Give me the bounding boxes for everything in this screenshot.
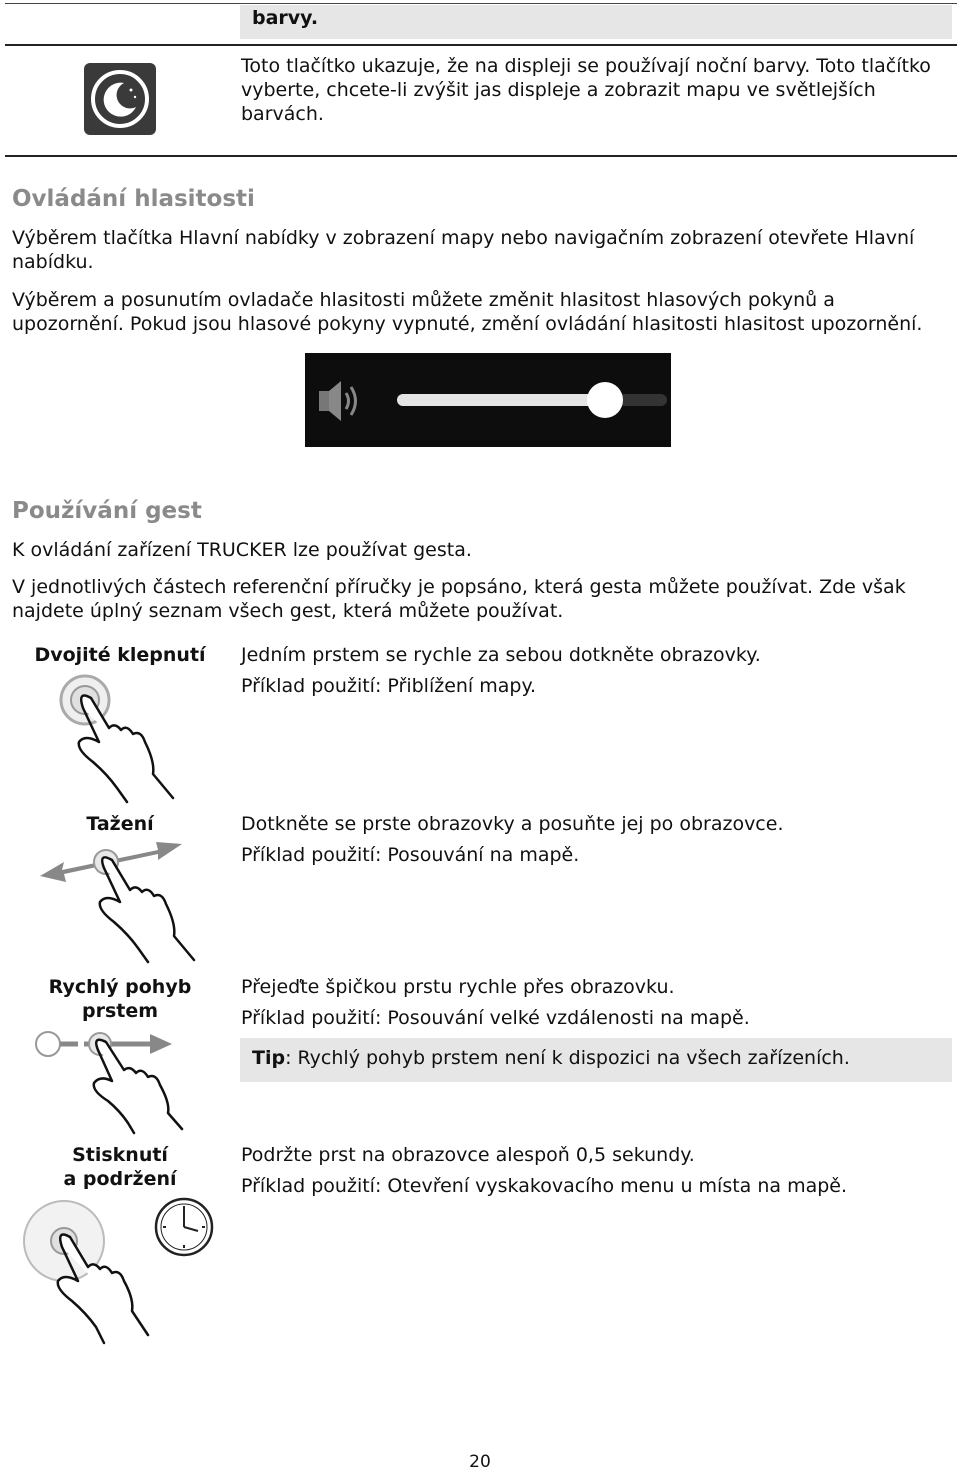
volume-control-screenshot: [305, 353, 671, 447]
tip-box: [240, 1038, 952, 1082]
gesture-label-flick-line1: Rychlý pohyb: [48, 976, 192, 998]
volume-paragraph-2: Výběrem a posunutím ovladače hlasitosti můžete změnit hlasitost hlasových pokynů a upozornění. Pokud jsou hlasové pokyny vypnuté, změní ovládání hlasitosti hlasitost upozornění.: [12, 289, 923, 335]
gesture-label-press-hold: [20, 1143, 220, 1191]
speaker-icon: [319, 381, 356, 421]
gesture-label-flick: [20, 975, 220, 1023]
volume-slider-thumb: [587, 382, 623, 418]
page-number: 20: [469, 1452, 491, 1472]
drag-icon: [38, 838, 208, 968]
gesture-label-double-tap: Dvojité klepnutí: [34, 644, 206, 666]
volume-paragraph-1: Výběrem tlačítka Hlavní nabídky v zobrazení mapy nebo navigačním zobrazení otevřete Hlavní nabídku.: [12, 227, 915, 273]
gestures-intro-2: V jednotlivých částech referenční příručky je popsáno, která gesta můžete používat. Zde však najdete úplný seznam všech gest, která můžete používat.: [12, 576, 906, 622]
section-heading-volume: Ovládání hlasitosti: [12, 186, 255, 212]
table-cell-text: barvy.: [252, 7, 319, 29]
gesture-label-press-hold-line1: Stisknutí: [72, 1144, 168, 1166]
volume-slider-fill: [397, 394, 605, 406]
table-cell-shaded: [240, 5, 952, 39]
gesture-desc-press-hold: Podržte prst na obrazovce alespoň 0,5 sekundy.: [241, 1144, 695, 1166]
table-row-divider: [5, 44, 957, 46]
table-bottom-rule: [5, 155, 957, 157]
night-mode-icon: [84, 63, 156, 135]
gestures-intro-1: K ovládání zařízení TRUCKER lze používat gesta.: [12, 539, 472, 561]
press-and-hold-icon: [22, 1195, 222, 1350]
tip-text: : Rychlý pohyb prstem není k dispozici na všech zařízeních.: [285, 1047, 850, 1069]
gesture-example-press-hold: Příklad použití: Otevření vyskakovacího menu u místa na mapě.: [241, 1175, 848, 1197]
gesture-example-flick: Příklad použití: Posouvání velké vzdálenosti na mapě.: [241, 1007, 750, 1029]
gesture-desc-flick: Přejeďte špičkou prstu rychle přes obrazovku.: [241, 976, 675, 998]
gesture-desc-double-tap: Jedním prstem se rychle za sebou dotkněte obrazovky.: [241, 644, 761, 666]
gesture-desc-drag: Dotkněte se prste obrazovky a posuňte jej po obrazovce.: [241, 813, 784, 835]
section-heading-gestures: Používání gest: [12, 498, 202, 524]
clock-icon: [156, 1199, 212, 1255]
gesture-example-double-tap: Příklad použití: Přiblížení mapy.: [241, 675, 537, 697]
tip-label: Tip: [252, 1047, 286, 1069]
double-tap-icon: [55, 670, 185, 805]
flick-icon: [32, 1025, 212, 1135]
table-top-rule: [5, 3, 957, 4]
night-colors-description: Toto tlačítko ukazuje, že na displeji se používají noční barvy. Toto tlačítko vyberte, chcete-li zvýšit jas displeje a zobrazit mapu ve světlejších barvách.: [241, 55, 931, 125]
gesture-example-drag: Příklad použití: Posouvání na mapě.: [241, 844, 580, 866]
gesture-label-press-hold-line2: a podržení: [63, 1168, 177, 1190]
gesture-label-flick-line2: prstem: [81, 1000, 159, 1022]
gesture-label-drag: Tažení: [86, 813, 154, 835]
